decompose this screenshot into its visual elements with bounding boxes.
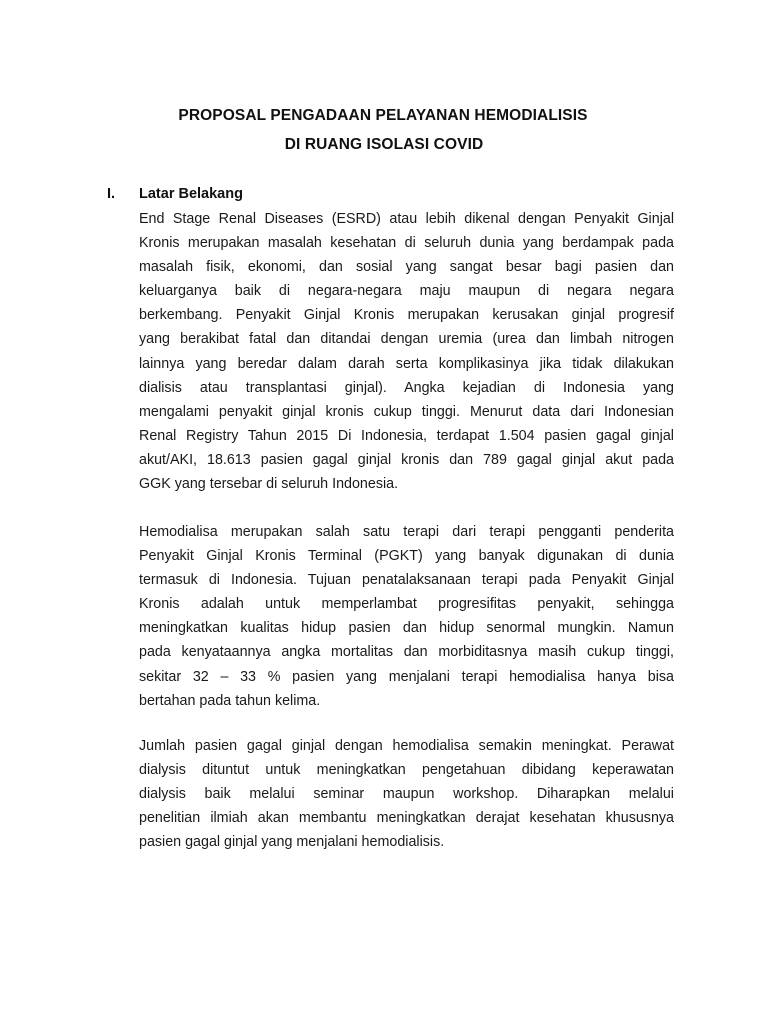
paragraph-2 bbox=[139, 520, 674, 713]
section-number: I. bbox=[107, 186, 116, 202]
document-title-line-1: PROPOSAL PENGADAAN PELAYANAN HEMODIALISIS bbox=[178, 107, 588, 124]
paragraph-line: dialysis dituntut untuk meningkatkan pengetahuan dibidang keperawatan bbox=[139, 762, 674, 779]
paragraph-line: mengalami penyakit ginjal kronis cukup tinggi. Menurut data dari Indonesian bbox=[139, 403, 674, 420]
paragraph-line: akut/AKI, 18.613 pasien gagal ginjal kronis dan 789 gagal ginjal akut pada bbox=[139, 451, 674, 468]
paragraph-1 bbox=[139, 207, 674, 496]
document-title-line-2: DI RUANG ISOLASI COVID bbox=[284, 136, 484, 153]
paragraph-line: End Stage Renal Diseases (ESRD) atau lebih dikenal dengan Penyakit Ginjal bbox=[139, 211, 674, 227]
section-heading: Latar Belakang bbox=[139, 186, 243, 202]
paragraph-line: masalah fisik, ekonomi, dan sosial yang sangat besar bagi pasien dan bbox=[139, 259, 674, 276]
paragraph-line: dialisis atau transplantasi ginjal). Angka kejadian di Indonesia yang bbox=[139, 379, 674, 396]
paragraph-line: Penyakit Ginjal Kronis Terminal (PGKT) yang banyak digunakan di dunia bbox=[139, 548, 674, 565]
paragraph-line: keluarganya baik di negara-negara maju maupun di negara negara bbox=[139, 283, 674, 300]
paragraph-line: berkembang. Penyakit Ginjal Kronis merupakan kerusakan ginjal progresif bbox=[139, 307, 674, 324]
paragraph-line: pasien gagal ginjal yang menjalani hemodialisis. bbox=[139, 834, 445, 851]
paragraph-line: Hemodialisa merupakan salah satu terapi dari terapi pengganti penderita bbox=[139, 524, 674, 540]
paragraph-line: yang berakibat fatal dan ditandai dengan uremia (urea dan limbah nitrogen bbox=[139, 331, 674, 348]
paragraph-line: termasuk di Indonesia. Tujuan penatalaksanaan terapi pada Penyakit Ginjal bbox=[139, 572, 674, 589]
paragraph-line: Kronis adalah untuk memperlambat progresifitas penyakit, sehingga bbox=[139, 596, 674, 613]
paragraph-line: dialysis baik melalui seminar maupun workshop. Diharapkan melalui bbox=[139, 786, 674, 803]
paragraph-line: meningkatkan kualitas hidup pasien dan hidup senormal mungkin. Namun bbox=[139, 620, 674, 637]
paragraph-line: bertahan pada tahun kelima. bbox=[139, 692, 321, 709]
paragraph-3 bbox=[139, 734, 674, 854]
paragraph-line: sekitar 32 – 33 % pasien yang menjalani terapi hemodialisa hanya bisa bbox=[139, 668, 674, 685]
paragraph-line: penelitian ilmiah akan membantu meningkatkan derajat kesehatan khususnya bbox=[139, 810, 674, 827]
paragraph-line: GGK yang tersebar di seluruh Indonesia. bbox=[139, 476, 399, 493]
paragraph-line: Jumlah pasien gagal ginjal dengan hemodialisa semakin meningkat. Perawat bbox=[139, 738, 674, 754]
paragraph-line: pada kenyataannya angka mortalitas dan morbiditasnya masih cukup tinggi, bbox=[139, 644, 674, 661]
paragraph-line: Renal Registry Tahun 2015 Di Indonesia, terdapat 1.504 pasien gagal ginjal bbox=[139, 427, 674, 444]
paragraph-line: lainnya yang beredar dalam darah serta komplikasinya jika tidak dilakukan bbox=[139, 355, 674, 372]
paragraph-line: Kronis merupakan masalah kesehatan di seluruh dunia yang berdampak pada bbox=[139, 235, 674, 252]
